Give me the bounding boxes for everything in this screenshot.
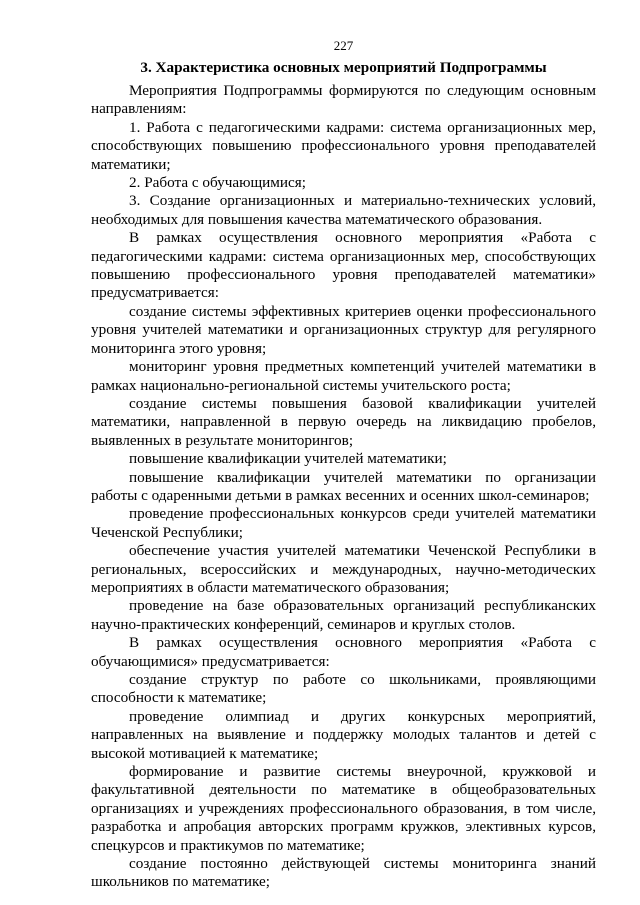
paragraph-teachers-item: создание системы повышения базовой квалификации учителей математики, направленной в первую очередь на ликвидацию пробелов, выявленных в результате мониторингов; — [91, 394, 596, 449]
paragraph-teachers-item: обеспечение участия учителей математики Чеченской Республики в региональных, всероссийских и международных, научно-методических мероприятиях в области математического образования; — [91, 542, 596, 596]
page-number: 227 — [333, 38, 354, 53]
paragraph-teachers-item: проведение на базе образовательных организаций республиканских научно-практических конференций, семинаров и круглых столов. — [91, 597, 596, 633]
paragraph-teachers-item: мониторинг уровня предметных компетенций учителей математики в рамках национально-региональной системы учительского роста; — [91, 358, 596, 394]
paragraph-teachers-item: повышение квалификации учителей математики по организации работы с одаренными детьми в рамках весенних и осенних школ-семинаров; — [91, 468, 596, 504]
paragraph-students-item: проведение олимпиад и других конкурсных мероприятий, направленных на выявление и поддержку молодых талантов и детей с высокой мотивацией к математике; — [91, 707, 596, 762]
paragraph-students-intro: В рамках осуществления основного мероприятия «Работа с обучающимися» предусматривается: — [91, 634, 596, 670]
paragraph-teachers-item: проведение профессиональных конкурсов среди учителей математики Чеченской Республики; — [91, 505, 596, 541]
paragraph-teachers-item: повышение квалификации учителей математики; — [129, 450, 447, 468]
paragraph-direction-2: 2. Работа с обучающимися; — [129, 174, 306, 192]
paragraph-direction-3: 3. Создание организационных и материально-технических условий, необходимых для повышения качества математического образования. — [91, 192, 596, 228]
paragraph-teachers-intro: В рамках осуществления основного мероприятия «Работа с педагогическими кадрами: система организационных мер, способствующих повышению профессионального уровня преподавателей математики» предусматривается: — [91, 229, 596, 302]
paragraph-intro: Мероприятия Подпрограммы формируются по следующим основным направлениям: — [91, 82, 596, 118]
document-page — [91, 38, 596, 892]
paragraph-students-item: создание постоянно действующей системы мониторинга знаний школьников по математике; — [91, 855, 596, 891]
document-body — [91, 82, 596, 892]
section-heading: 3. Характеристика основных мероприятий Подпрограммы — [140, 59, 547, 76]
paragraph-students-item: создание структур по работе со школьниками, проявляющими способности к математике; — [91, 671, 596, 707]
paragraph-teachers-item: создание системы эффективных критериев оценки профессионального уровня учителей математики и организационных структур для регулярного мониторинга этого уровня; — [91, 302, 596, 357]
paragraph-direction-1: 1. Работа с педагогическими кадрами: система организационных мер, способствующих повышению профессионального уровня преподавателей математики; — [91, 118, 596, 173]
paragraph-students-item: формирование и развитие системы внеурочной, кружковой и факультативной деятельности по математике в общеобразовательных организациях и учреждениях профессионального образования, в том числе, разработка и апробация авторских программ кружков, элективных курсов, спецкурсов и практикумов по математике; — [91, 763, 596, 854]
